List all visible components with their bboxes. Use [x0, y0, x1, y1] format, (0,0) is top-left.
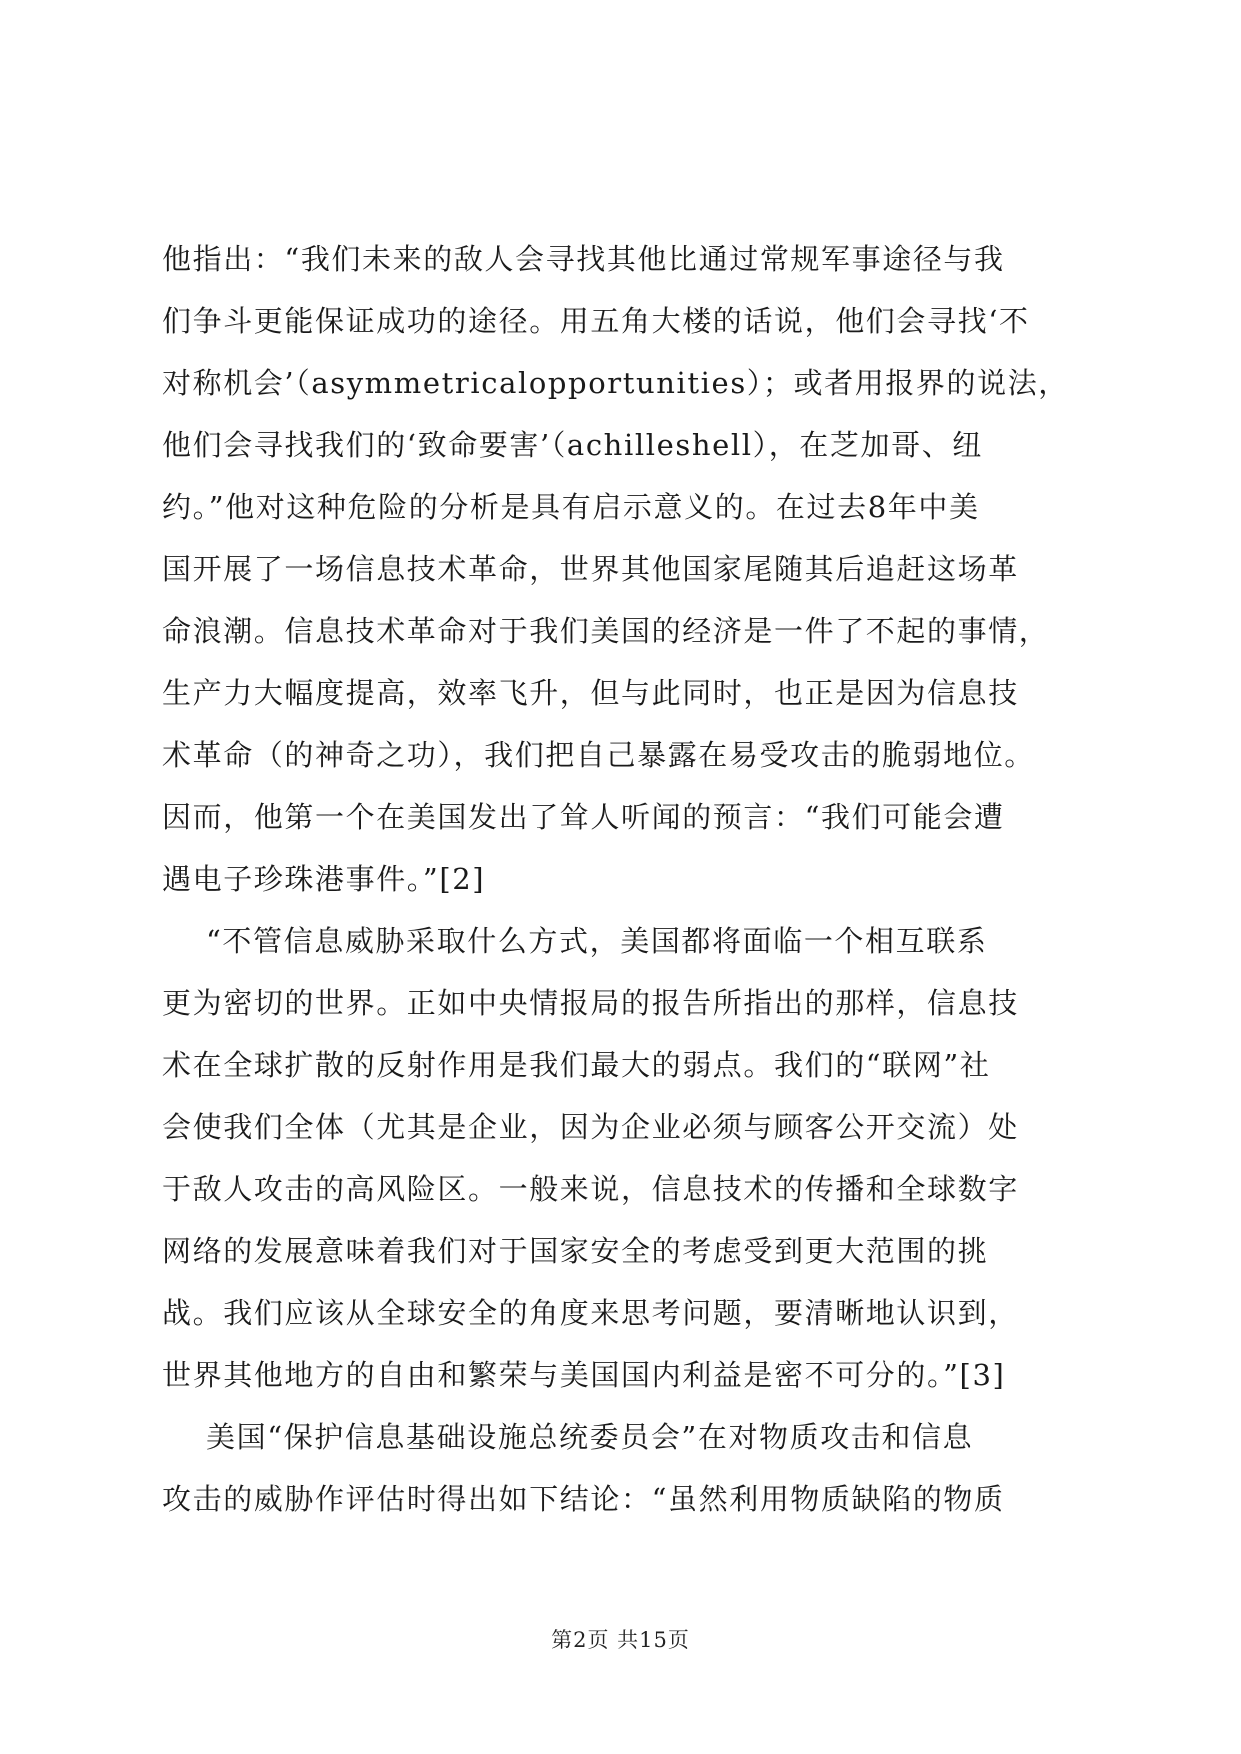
text-line: 术在全球扩散的反射作用是我们最大的弱点。我们的“联网”社 — [162, 1048, 991, 1082]
text-line: 生产力大幅度提高，效率飞升，但与此同时，也正是因为信息技 — [162, 676, 1019, 710]
page-footer: 第2页 共15页 — [551, 1628, 690, 1652]
text-line: 他指出：“我们未来的敌人会寻找其他比通过常规军事途径与我 — [162, 242, 1005, 276]
text-line: 对称机会’（asymmetricalopportunities）；或者用报界的说法， — [162, 366, 1069, 400]
text-line: 约。”他对这种危险的分析是具有启示意义的。在过去8年中美 — [162, 490, 980, 524]
text-line: 美国“保护信息基础设施总统委员会”在对物质攻击和信息 — [206, 1420, 974, 1454]
text-line: 战。我们应该从全球安全的角度来思考问题，要清晰地认识到， — [162, 1296, 1019, 1330]
text-line: 因而，他第一个在美国发出了耸人听闻的预言：“我们可能会遭 — [162, 800, 1005, 834]
text-line: 会使我们全体（尤其是企业，因为企业必须与顾客公开交流）处 — [162, 1110, 1019, 1144]
text-line: 命浪潮。信息技术革命对于我们美国的经济是一件了不起的事情， — [162, 614, 1050, 648]
body-text — [162, 228, 1088, 1530]
text-line: 们争斗更能保证成功的途径。用五角大楼的话说，他们会寻找‘不 — [162, 304, 1030, 338]
text-line: 网络的发展意味着我们对于国家安全的考虑受到更大范围的挑 — [162, 1234, 989, 1268]
text-line: 更为密切的世界。正如中央情报局的报告所指出的那样，信息技 — [162, 986, 1019, 1020]
text-line: 攻击的威胁作评估时得出如下结论：“虽然利用物质缺陷的物质 — [162, 1482, 1005, 1516]
text-line: 术革命（的神奇之功），我们把自己暴露在易受攻击的脆弱地位。 — [162, 738, 1035, 772]
text-line: 遇电子珍珠港事件。”[2] — [162, 862, 486, 896]
text-line: 国开展了一场信息技术革命，世界其他国家尾随其后追赶这场革 — [162, 552, 1019, 586]
text-line: 他们会寻找我们的‘致命要害’（achilleshell），在芝加哥、纽 — [162, 428, 983, 462]
text-line: 于敌人攻击的高风险区。一般来说，信息技术的传播和全球数字 — [162, 1172, 1019, 1206]
text-line: “不管信息威胁采取什么方式，美国都将面临一个相互联系 — [206, 924, 988, 958]
text-line: 世界其他地方的自由和繁荣与美国国内利益是密不可分的。”[3] — [162, 1358, 1006, 1392]
